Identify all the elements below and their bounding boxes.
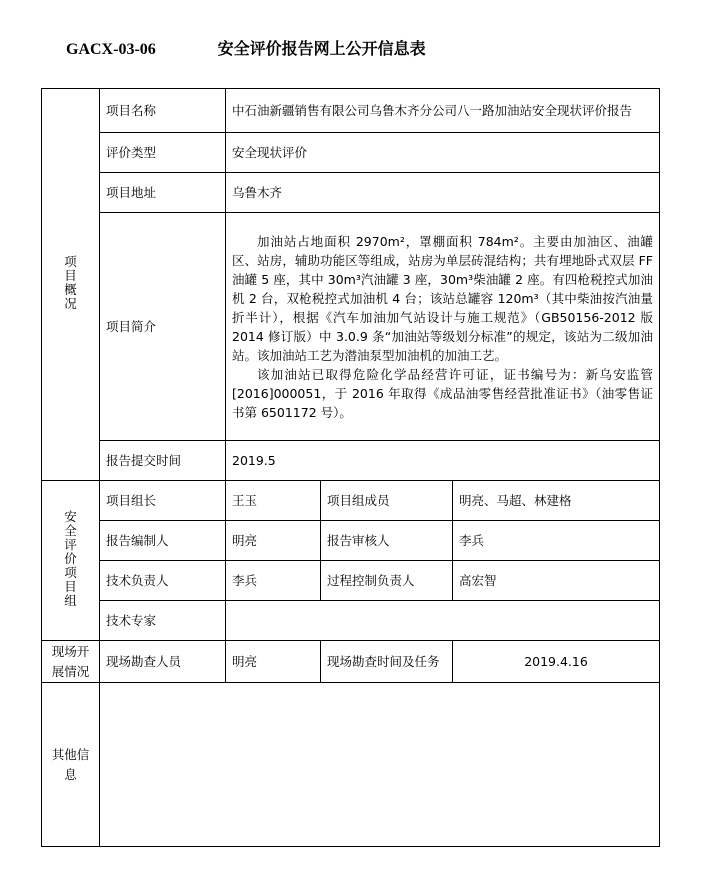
expert-label: 技术专家 bbox=[100, 601, 226, 641]
table-row bbox=[42, 213, 660, 441]
table-row bbox=[42, 173, 660, 213]
reviewer-label: 报告审核人 bbox=[321, 521, 453, 561]
document-title: 安全评价报告网上公开信息表 bbox=[217, 39, 426, 58]
leader-value: 王玉 bbox=[226, 481, 321, 521]
project-name-label: 项目名称 bbox=[100, 89, 226, 133]
tech-lead-label: 技术负责人 bbox=[100, 561, 226, 601]
surveyors-label: 现场勘查人员 bbox=[100, 641, 226, 683]
address-value: 乌鲁木齐 bbox=[226, 173, 660, 213]
section-team: 安全评价项目组 bbox=[42, 481, 100, 641]
process-lead-value: 高宏智 bbox=[453, 561, 660, 601]
other-value bbox=[100, 683, 660, 847]
survey-time-value: 2019.4.16 bbox=[453, 641, 660, 683]
intro-value bbox=[226, 213, 660, 441]
table-row bbox=[42, 133, 660, 173]
reviewer-value: 李兵 bbox=[453, 521, 660, 561]
info-table bbox=[41, 88, 660, 847]
document-header bbox=[66, 36, 426, 59]
table-row bbox=[42, 601, 660, 641]
members-label: 项目组成员 bbox=[321, 481, 453, 521]
author-label: 报告编制人 bbox=[100, 521, 226, 561]
table-row bbox=[42, 641, 660, 683]
surveyors-value: 明亮 bbox=[226, 641, 321, 683]
tech-lead-value: 李兵 bbox=[226, 561, 321, 601]
expert-value bbox=[226, 601, 660, 641]
survey-time-label: 现场勘查时间及任务 bbox=[321, 641, 453, 683]
intro-paragraph-2: 该加油站已取得危险化学品经营许可证，证书编号为：新乌安监管[2016]000051，于 2016 年取得《成品油零售经营批准证书》（油零售证书第 6501172 号）。 bbox=[232, 366, 653, 420]
table-row bbox=[42, 441, 660, 481]
author-value: 明亮 bbox=[226, 521, 321, 561]
project-name-value: 中石油新疆销售有限公司乌鲁木齐分公司八一路加油站安全现状评价报告 bbox=[226, 89, 660, 133]
intro-paragraph-1: 加油站占地面积 2970m²，罩棚面积 784m²。主要由加油区、油罐区、站房，辅助功能区等组成，站房为单层砖混结构；共有埋地卧式双层 FF 油罐 5 座，其中 30m³汽油罐 3 座，30m³柴油罐 2 座。有四枪税控式加油机 2 台，双枪税控式加油机 4 台；该站总罐容 120m³（其中柴油按汽油量折半计），根据《汽车加油加气站设计与施工规范》（GB50156-2012 版 2014 修订版）中 3.0.9 条“加油站等级划分标准”的规定，该站为二级加油站。该加油站工艺为潜油泵型加油机的加油工艺。 bbox=[232, 233, 653, 363]
section-overview: 项目概况 bbox=[42, 89, 100, 481]
section-other: 其他信息 bbox=[42, 683, 100, 847]
eval-type-value: 安全现状评价 bbox=[226, 133, 660, 173]
members-value: 明亮、马超、林建格 bbox=[453, 481, 660, 521]
table-row bbox=[42, 521, 660, 561]
process-lead-label: 过程控制负责人 bbox=[321, 561, 453, 601]
eval-type-label: 评价类型 bbox=[100, 133, 226, 173]
leader-label: 项目组长 bbox=[100, 481, 226, 521]
table-row bbox=[42, 89, 660, 133]
section-site: 现场开展情况 bbox=[42, 641, 100, 683]
submit-time-label: 报告提交时间 bbox=[100, 441, 226, 481]
table-row bbox=[42, 683, 660, 847]
address-label: 项目地址 bbox=[100, 173, 226, 213]
form-code: GACX-03-06 bbox=[66, 41, 156, 58]
intro-label: 项目简介 bbox=[100, 213, 226, 441]
submit-time-value: 2019.5 bbox=[226, 441, 660, 481]
table-row bbox=[42, 561, 660, 601]
table-row bbox=[42, 481, 660, 521]
